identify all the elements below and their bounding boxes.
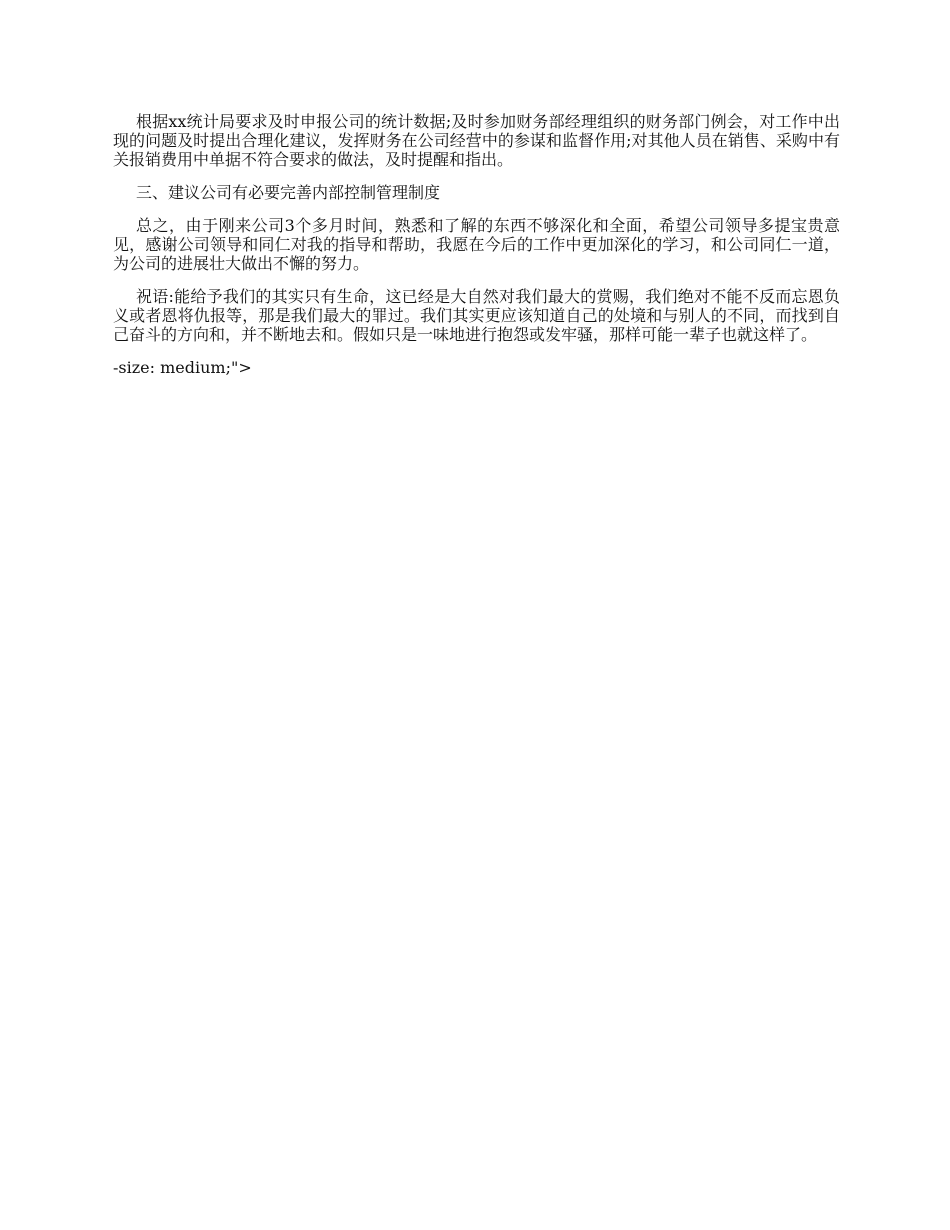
paragraph-statistics-reporting: 根据xx统计局要求及时申报公司的统计数据;及时参加财务部经理组织的财务部门例会，对工作中出现的问题及时提出合理化建议，发挥财务在公司经营中的参谋和监督作用;对其他人员在销售、采购中有关报销费用中单据不符合要求的做法，及时提醒和指出。 [113, 112, 840, 169]
trailing-markup-text: -size: medium;"> [113, 358, 252, 377]
document-page [113, 112, 840, 377]
section-heading-internal-control: 三、建议公司有必要完善内部控制管理制度 [136, 183, 441, 202]
paragraph-summary: 总之，由于刚来公司3个多月时间，熟悉和了解的东西不够深化和全面，希望公司领导多提宝贵意见，感谢公司领导和同仁对我的指导和帮助，我愿在今后的工作中更加深化的学习，和公司同仁一道，为公司的进展壮大做出不懈的努力。 [113, 216, 840, 273]
paragraph-closing-remarks: 祝语:能给予我们的其实只有生命，这已经是大自然对我们最大的赏赐，我们绝对不能不反而忘恩负义或者恩将仇报等，那是我们最大的罪过。我们其实更应该知道自己的处境和与别人的不同，而找到自己奋斗的方向和，并不断地去和。假如只是一味地进行抱怨或发牢骚，那样可能一辈子也就这样了。 [113, 287, 840, 344]
